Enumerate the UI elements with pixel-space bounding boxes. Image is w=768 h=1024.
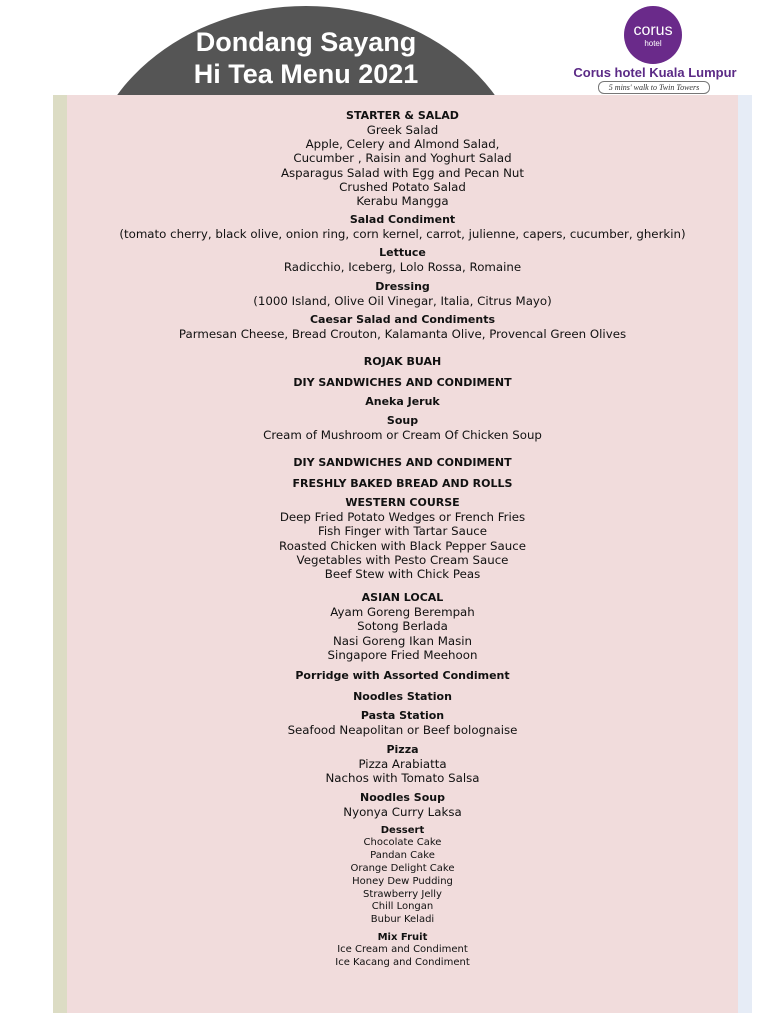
menu-item: Roasted Chicken with Black Pepper Sauce	[279, 538, 526, 553]
menu-item: Ice Kacang and Condiment	[335, 957, 470, 969]
section-heading: Soup	[386, 414, 419, 428]
menu-item: Apple, Celery and Almond Salad,	[305, 137, 500, 152]
section-heading: Noodles Station	[353, 690, 452, 704]
hotel-name: Corus hotel Kuala Lumpur	[573, 65, 737, 80]
menu-item: Ice Cream and Condiment	[337, 944, 468, 956]
menu-section	[67, 395, 738, 409]
hotel-logo	[565, 6, 745, 96]
menu-section	[67, 743, 738, 785]
menu-section	[67, 355, 738, 369]
section-heading: ROJAK BUAH	[363, 355, 442, 369]
section-heading: Dressing	[375, 279, 430, 293]
menu-item: Vegetables with Pesto Cream Sauce	[296, 552, 509, 567]
section-heading: Caesar Salad and Condiments	[309, 312, 496, 326]
hotel-tagline: 5 mins' walk to Twin Towers	[598, 81, 710, 94]
menu-item: Bubur Keladi	[370, 914, 435, 926]
menu-item: Sotong Berlada	[357, 619, 448, 634]
menu-section	[67, 246, 738, 274]
menu-item: Crushed Potato Salad	[339, 179, 466, 194]
section-heading: Pizza	[386, 743, 419, 757]
menu-item: (tomato cherry, black olive, onion ring, corn kernel, carrot, julienne, capers, cucumber, gherkin)	[119, 227, 686, 242]
menu-item: Pandan Cake	[370, 850, 435, 862]
menu-title	[83, 26, 529, 90]
menu-section	[67, 825, 738, 927]
section-heading: Mix Fruit	[377, 931, 428, 943]
section-heading: Lettuce	[379, 246, 426, 260]
menu-section	[67, 376, 738, 390]
menu-item: Kerabu Mangga	[356, 194, 449, 209]
corus-logo-icon	[624, 6, 682, 64]
menu-item: Chill Longan	[371, 901, 434, 913]
menu-item: Asparagus Salad with Egg and Pecan Nut	[280, 165, 525, 180]
menu-item: Singapore Fried Meehoon	[327, 647, 478, 662]
section-heading: Salad Condiment	[349, 213, 456, 227]
menu-item: (1000 Island, Olive Oil Vinegar, Italia, Citrus Mayo)	[253, 293, 552, 308]
menu-section	[67, 456, 738, 470]
menu-item: Ayam Goreng Berempah	[330, 605, 475, 620]
menu-section	[67, 496, 738, 581]
right-border-strip	[738, 95, 752, 1013]
menu-item: Radicchio, Iceberg, Lolo Rossa, Romaine	[283, 260, 522, 275]
menu-item: Honey Dew Pudding	[352, 875, 453, 887]
section-heading: Aneka Jeruk	[365, 395, 440, 409]
section-heading: WESTERN COURSE	[345, 496, 460, 510]
section-heading: Pasta Station	[360, 709, 445, 723]
menu-section	[67, 690, 738, 704]
menu-item: Cucumber , Raisin and Yoghurt Salad	[293, 151, 512, 166]
section-heading: Noodles Soup	[360, 790, 445, 804]
title-line-2: Hi Tea Menu 2021	[193, 59, 419, 89]
menu-section	[67, 932, 738, 970]
title-line-1: Dondang Sayang	[195, 27, 417, 57]
menu-item: Nachos with Tomato Salsa	[325, 771, 480, 786]
menu-section	[67, 280, 738, 308]
section-heading: FRESHLY BAKED BREAD AND ROLLS	[292, 477, 513, 491]
section-heading: DIY SANDWICHES AND CONDIMENT	[293, 376, 512, 390]
menu-section	[67, 109, 738, 208]
section-heading: Porridge with Assorted Condiment	[295, 669, 510, 683]
menu-item: Beef Stew with Chick Peas	[324, 567, 481, 582]
menu-item: Deep Fried Potato Wedges or French Fries	[279, 510, 526, 525]
menu-item: Greek Salad	[366, 123, 439, 137]
menu-item: Seafood Neapolitan or Beef bolognaise	[287, 723, 518, 738]
menu-item: Parmesan Cheese, Bread Crouton, Kalamanta Olive, Provencal Green Olives	[178, 326, 627, 341]
menu-item: Nasi Goreng Ikan Masin	[332, 633, 473, 648]
section-heading: Dessert	[380, 824, 425, 836]
menu-item: Pizza Arabiatta	[358, 757, 447, 772]
section-heading: ASIAN LOCAL	[361, 591, 444, 605]
menu-section	[67, 591, 738, 662]
menu-section	[67, 414, 738, 442]
section-heading: STARTER & SALAD	[346, 109, 459, 122]
menu-section	[67, 669, 738, 683]
menu-item: Cream of Mushroom or Cream Of Chicken Soup	[263, 428, 542, 443]
menu-item: Chocolate Cake	[363, 837, 442, 849]
section-heading: DIY SANDWICHES AND CONDIMENT	[293, 456, 512, 470]
left-border-strip	[53, 95, 67, 1013]
menu-item: Nyonya Curry Laksa	[343, 804, 462, 819]
menu-item: Orange Delight Cake	[350, 862, 455, 874]
menu-section	[67, 477, 738, 491]
menu-section	[67, 213, 738, 241]
menu-section	[67, 313, 738, 341]
menu-section	[67, 709, 738, 737]
menu-item: Fish Finger with Tartar Sauce	[317, 524, 488, 539]
logo-mark: corus	[633, 21, 673, 39]
menu-section	[67, 791, 738, 819]
logo-mark-sub: hotel	[644, 38, 662, 48]
menu-item: Strawberry Jelly	[363, 888, 442, 900]
menu-list	[67, 104, 738, 970]
